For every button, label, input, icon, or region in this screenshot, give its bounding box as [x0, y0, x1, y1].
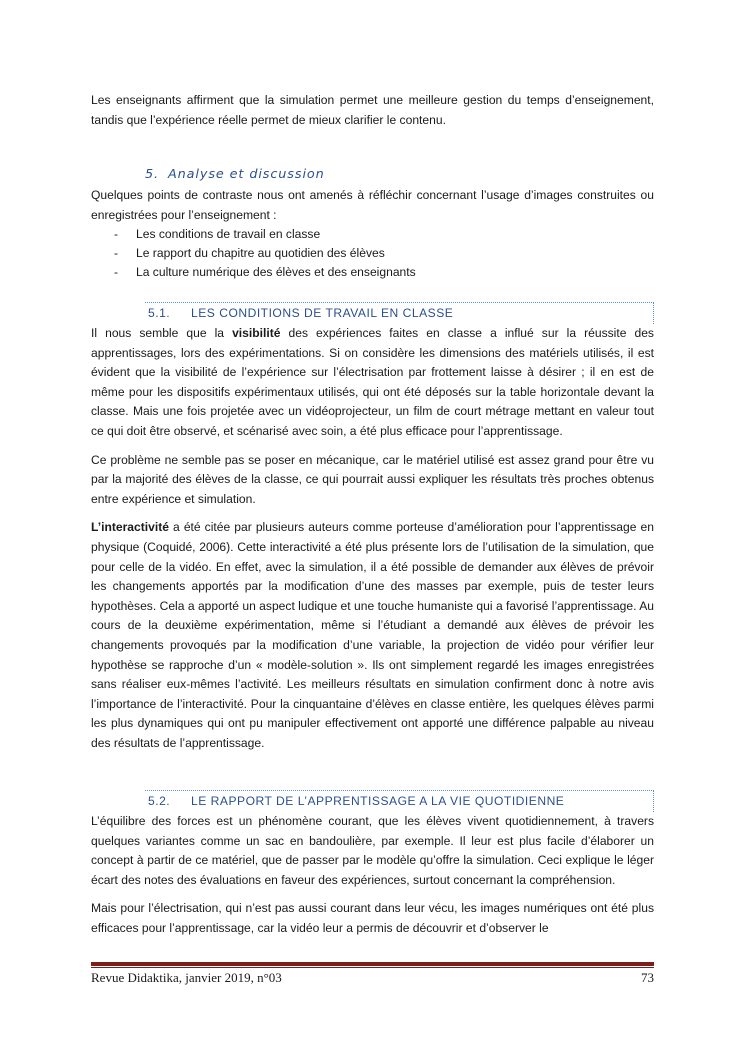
paragraph-text: des expériences faites en classe a influé sur la réussite des apprentissages, lors des expérimentations. Si on considère les dimensions des matériels utilisés, il est évident que la visibilité de l’expérience sur l’électrisation par frottement laisse à désirer ; il en est de même pour les dispositifs expérimentaux utilisés, qui ont été déposés sur la table horizontale devant la classe. Mais une fois projetée avec un vidéoprojecteur, un film de court métrage mettant en valeur tout ce qui doit être observé, et scénarisé avec soin, a été plus efficace pour l’apprentissage. — [91, 326, 654, 438]
forces-paragraph: L’équilibre des forces est un phénomène courant, que les élèves vivent quotidiennement, à travers quelques variantes comme un sac en bandoulière, par exemple. Il leur est plus facile d’élaborer un concept à partir de ce matériel, que de passer par le modèle qu’offre la simulation. Ceci explique le léger écart des notes des évaluations en faveur des expériences, surtout concernant la compréhension. — [91, 814, 654, 887]
section-5-body — [91, 186, 654, 282]
section-5-1-title: LES CONDITIONS DE TRAVAIL EN CLASSE — [191, 306, 454, 320]
paragraph-text: Il nous semble que la — [91, 326, 233, 340]
section-5-title: Analyse et discussion — [168, 167, 325, 182]
section-5-number: 5. — [145, 167, 160, 182]
visibility-term: visibilité — [232, 326, 281, 340]
section-5-1-body — [91, 324, 654, 753]
footer-rule — [91, 962, 654, 966]
section-5-lead: Quelques points de contraste nous ont amenés à réfléchir concernant l’usage d’images construites ou enregistrées pour l’enseignement : — [91, 188, 654, 222]
interactivity-paragraph — [91, 518, 654, 753]
page-number: 73 — [641, 970, 654, 985]
list-item: - Les conditions de travail en classe — [91, 225, 654, 244]
page-footer — [91, 970, 654, 986]
section-5-1-heading — [145, 302, 654, 324]
section-5-2-body — [91, 812, 654, 939]
intro-paragraph: Les enseignants affirment que la simulation permet une meilleure gestion du temps d’enseignement, tandis que l’expérience réelle permet de mieux clarifier le contenu. — [91, 93, 654, 127]
section-5-heading — [145, 167, 325, 182]
interactivity-term: L’interactivité — [91, 520, 169, 535]
paragraph-text: a été citée par plusieurs auteurs comme porteuse d’amélioration pour l’apprentissage en physique (Coquidé, 2006). Cette interactivité a été plus présente lors de l’utilisation de la simulation, que pour celle de la vidéo. En effet, avec la simulation, il a été possible de demander aux élèves de prévoir les changements apportés par la modification d’une des masses par exemple, puis de tester leurs hypothèses. Cela a apporté un aspect ludique et une touche humaniste qui a favorisé l’apprentissage. Au cours de la deuxième expérimentation, même si l’étudiant a demandé aux élèves de prévoir les changements provoqués par la modification d’une variable, la projection de vidéo pour vérifier leur hypothèse se rapproche d’un « modèle-solution ». Ils ont simplement regardé les images enregistrées sans réaliser eux-mêmes l’activité. Les meilleurs résultats en simulation confirment donc à notre avis l’importance de l’interactivité. Pour la cinquantaine d’élèves en classe entière, les quelques élèves parmi les plus dynamiques qui ont pu manipuler effectivement ont apporté une différence palpable au niveau des résultats de l’apprentissage. — [91, 520, 654, 750]
list-item: - La culture numérique des élèves et des enseignants — [91, 263, 654, 282]
contrast-points-list — [91, 225, 654, 282]
section-5-1-number: 5.1. — [148, 306, 171, 320]
section-5-2-heading — [145, 790, 654, 812]
section-5-2-title: LE RAPPORT DE L’APPRENTISSAGE A LA VIE QUOTIDIENNE — [191, 794, 565, 808]
visibility-paragraph — [91, 324, 654, 442]
mechanics-paragraph: Ce problème ne semble pas se poser en mécanique, car le matériel utilisé est assez grand pour être vu par la majorité des élèves de la classe, ce qui pourrait aussi expliquer les résultats très proches obtenus entre expérience et simulation. — [91, 452, 654, 506]
list-item: - Le rapport du chapitre au quotidien des élèves — [91, 244, 654, 263]
electrisation-paragraph: Mais pour l’électrisation, qui n’est pas aussi courant dans leur vécu, les images numériques ont été plus efficaces pour l’apprentissage, car la vidéo leur a permis de découvrir et d’observer le — [91, 901, 654, 935]
journal-info: Revue Didaktika, janvier 2019, n°03 — [91, 970, 282, 985]
section-5-2-number: 5.2. — [148, 794, 171, 808]
